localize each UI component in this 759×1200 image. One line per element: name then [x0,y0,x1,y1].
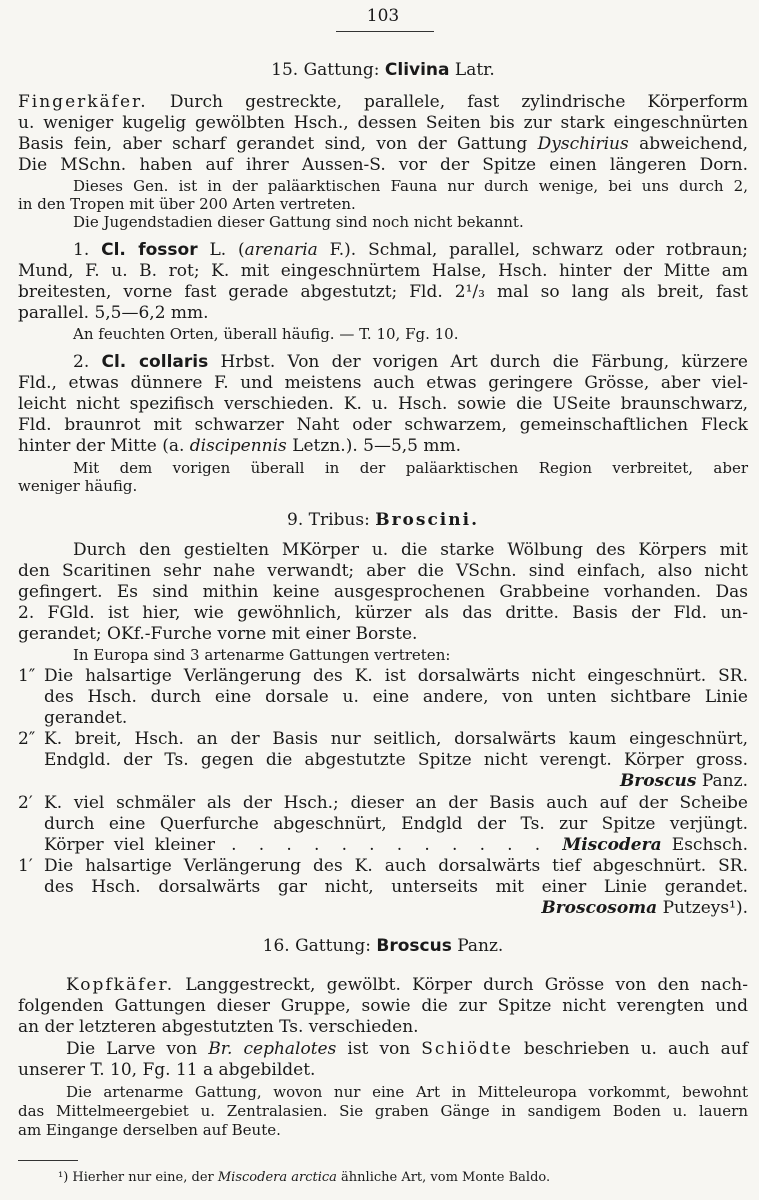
genus-author: Panz. [451,936,504,956]
author-ref: Schiödte [421,1039,513,1059]
text: Langgestreckt, gewölbt. Körper durch Grösse von den nach- [174,975,748,995]
text: Basis fein, aber scharf gerandet sind, von der Gattung [18,134,538,154]
genus-author: Panz. [696,771,748,791]
species-number: 2. [73,352,102,372]
text: Die Larve von [66,1039,209,1059]
key-entry-3-num: 2′ [18,793,33,813]
species-1-habitat: An feuchten Orten, überall häufig. — T. 10, Fg. 10. [73,325,459,343]
p4-line-8: am Eingange derselben auf Beute. [18,1121,281,1139]
p3-line-4: 2. FGld. ist hier, wie gewöhnlich, kürzer als das dritte. Basis der Fld. un- [18,603,748,623]
key-entry-1-num: 1″ [18,666,36,686]
text: L. ( [197,240,245,260]
footnote-rule [18,1160,78,1161]
text: Durch gestreckte, parallele, fast zylindrische Körperform [147,92,748,112]
p2-line-1: Dieses Gen. ist in der paläarktischen Fauna nur durch wenige, bei uns durch 2, [73,177,748,195]
footnote [58,1170,550,1186]
p3-line-3: gefingert. Es sind mithin keine ausgesprochenen Grabbeine vorhanden. Das [18,582,748,602]
species-1-line-4: parallel. 5,5—6,2 mm. [18,303,209,323]
p2-line-3: Die Jugendstadien dieser Gattung sind noch nicht bekannt. [73,213,524,231]
p3-line-1: Durch den gestielten MKörper u. die starke Wölbung des Körpers mit [73,540,748,560]
p3-line-6: In Europa sind 3 artenarme Gattungen vertreten: [73,646,451,664]
p3-line-2: den Scaritinen sehr nahe verwandt; aber die VSchn. sind einfach, also nicht [18,561,748,581]
key-entry-3-line-2: durch eine Querfurche abgeschnürt, Endgld der Ts. zur Spitze verjüngt. [44,814,748,834]
page [18,0,748,1200]
genus-ref: Dyschirius [537,134,629,154]
species-name: Cl. collaris [101,352,209,372]
aberration-name: discipennis [189,436,287,456]
p1-line-2: u. weniger kugelig gewölbten Hsch., dessen Seiten bis zur stark eingeschnürten [18,113,748,133]
species-name: Cl. fossor [101,240,198,260]
species-2-line-5 [18,436,748,456]
genus-name: Clivina [384,60,450,80]
synonym: arenaria [244,240,318,260]
text: beschrieben u. auch auf [512,1039,748,1059]
heading-gattung-15 [18,60,748,80]
p1-line-4: Die MSchn. haben auf ihrer Aussen-S. vor der Spitze einen längeren Dorn. [18,155,748,175]
key-entry-2-num: 2″ [18,729,36,749]
species-2-habitat-cont: weniger häufig. [18,477,138,495]
page-number-rule [336,31,434,32]
species-2-line-3: leicht nicht spezifisch verschieden. K. u. Hsch. sowie die USeite braunschwarz, [18,394,748,414]
text: Letzn.). 5—5,5 mm. [286,436,462,456]
p1-line-3 [18,134,748,154]
genus-name: Broscus [376,936,452,956]
p3-line-5: gerandet; OKf.-Furche vorne mit einer Borste. [18,624,418,644]
text: Hrbst. Von der vorigen Art durch die Färbung, kürzere [208,352,748,372]
text: ¹) Hierher nur eine, der [58,1170,218,1185]
species-ref: Miscodera arctica [217,1170,337,1185]
genus-result: Miscodera [562,835,662,855]
genus-result: Broscosoma [541,898,658,918]
species-1-line-2: Mund, F. u. B. rot; K. mit eingeschnürtem Halse, Hsch. hinter der Mitte am [18,261,748,281]
p4-line-1 [18,975,748,995]
heading-prefix: 16. Gattung: [262,936,377,956]
p4-line-3: an der letzteren abgestutzten Ts. verschieden. [18,1017,419,1037]
species-1-line-3: breitesten, vorne fast gerade abgestutzt; Fld. 2¹/₃ mal so lang als breit, fast [18,282,748,302]
text: Körper viel kleiner [44,835,215,855]
text: hinter der Mitte (a. [18,436,190,456]
p4-line-6: Die artenarme Gattung, wovon nur eine Art in Mitteleuropa vorkommt, bewohnt [66,1083,748,1101]
text: ähnliche Art, vom Monte Baldo. [336,1170,551,1185]
p4-line-4 [18,1039,748,1059]
genus-author: Putzeys¹). [657,898,748,918]
key-entry-4-num: 1′ [18,856,33,876]
key-entry-2-line-1: K. breit, Hsch. an der Basis nur seitlich, dorsalwärts kaum eingeschnürt, [44,729,748,749]
leader-dots: . . . . . . . . . . . . [214,835,563,855]
text: ist von [336,1039,422,1059]
page-number: 103 [366,6,400,26]
p2-line-2: in den Tropen mit über 200 Arten vertreten. [18,195,356,213]
key-entry-4-result [18,898,748,918]
heading-gattung-16 [18,936,748,956]
p4-line-5: unserer T. 10, Fg. 11 a abgebildet. [18,1060,316,1080]
species-2-line-1 [18,352,748,372]
species-ref: Br. cephalotes [208,1039,337,1059]
species-2-line-4: Fld. braunrot mit schwarzer Naht oder schwarzem, gemeinschaftlichen Fleck [18,415,748,435]
species-2-habitat: Mit dem vorigen überall in der paläarktischen Region verbreitet, aber [73,459,748,477]
common-name: Kopfkäfer. [66,975,175,995]
key-entry-4-line-1: Die halsartige Verlängerung des K. auch dorsalwärts tief abgeschnürt. SR. [44,856,748,876]
heading-prefix: 9. Tribus: [287,510,376,530]
tribus-name: Broscini. [375,510,479,530]
p4-line-7: das Mittelmeergebiet u. Zentralasien. Sie graben Gänge in sandigem Boden u. lauern [18,1102,748,1120]
p4-line-2: folgenden Gattungen dieser Gruppe, sowie die zur Spitze nicht verengten und [18,996,748,1016]
genus-author: Eschsch. [661,835,748,855]
common-name: Fingerkäfer. [18,92,148,112]
heading-tribus-9 [18,510,748,530]
text: abweichend, [628,134,748,154]
text: F.). Schmal, parallel, schwarz oder rotbraun; [317,240,749,260]
genus-result: Broscus [619,771,697,791]
key-entry-2-result [18,771,748,791]
p1-line-1 [18,92,748,112]
key-entry-2-line-2: Endgld. der Ts. gegen die abgestutzte Spitze nicht verengt. Körper gross. [44,750,748,770]
key-entry-3-line-1: K. viel schmäler als der Hsch.; dieser an der Basis auch auf der Scheibe [44,793,748,813]
species-2-line-2: Fld., etwas dünnere F. und meistens auch etwas geringere Grösse, aber viel- [18,373,748,393]
key-entry-4-line-2: des Hsch. dorsalwärts gar nicht, unterseits mit einer Linie gerandet. [44,877,748,897]
species-number: 1. [73,240,102,260]
key-entry-3-line-3 [18,835,748,855]
heading-prefix: 15. Gattung: [271,60,385,80]
species-1-line-1 [18,240,748,260]
genus-author: Latr. [449,60,495,80]
key-entry-1-line-2: des Hsch. durch eine dorsale u. eine andere, von unten sichtbare Linie [44,687,748,707]
key-entry-1-line-3: gerandet. [44,708,128,728]
key-entry-1-line-1: Die halsartige Verlängerung des K. ist dorsalwärts nicht eingeschnürt. SR. [44,666,748,686]
